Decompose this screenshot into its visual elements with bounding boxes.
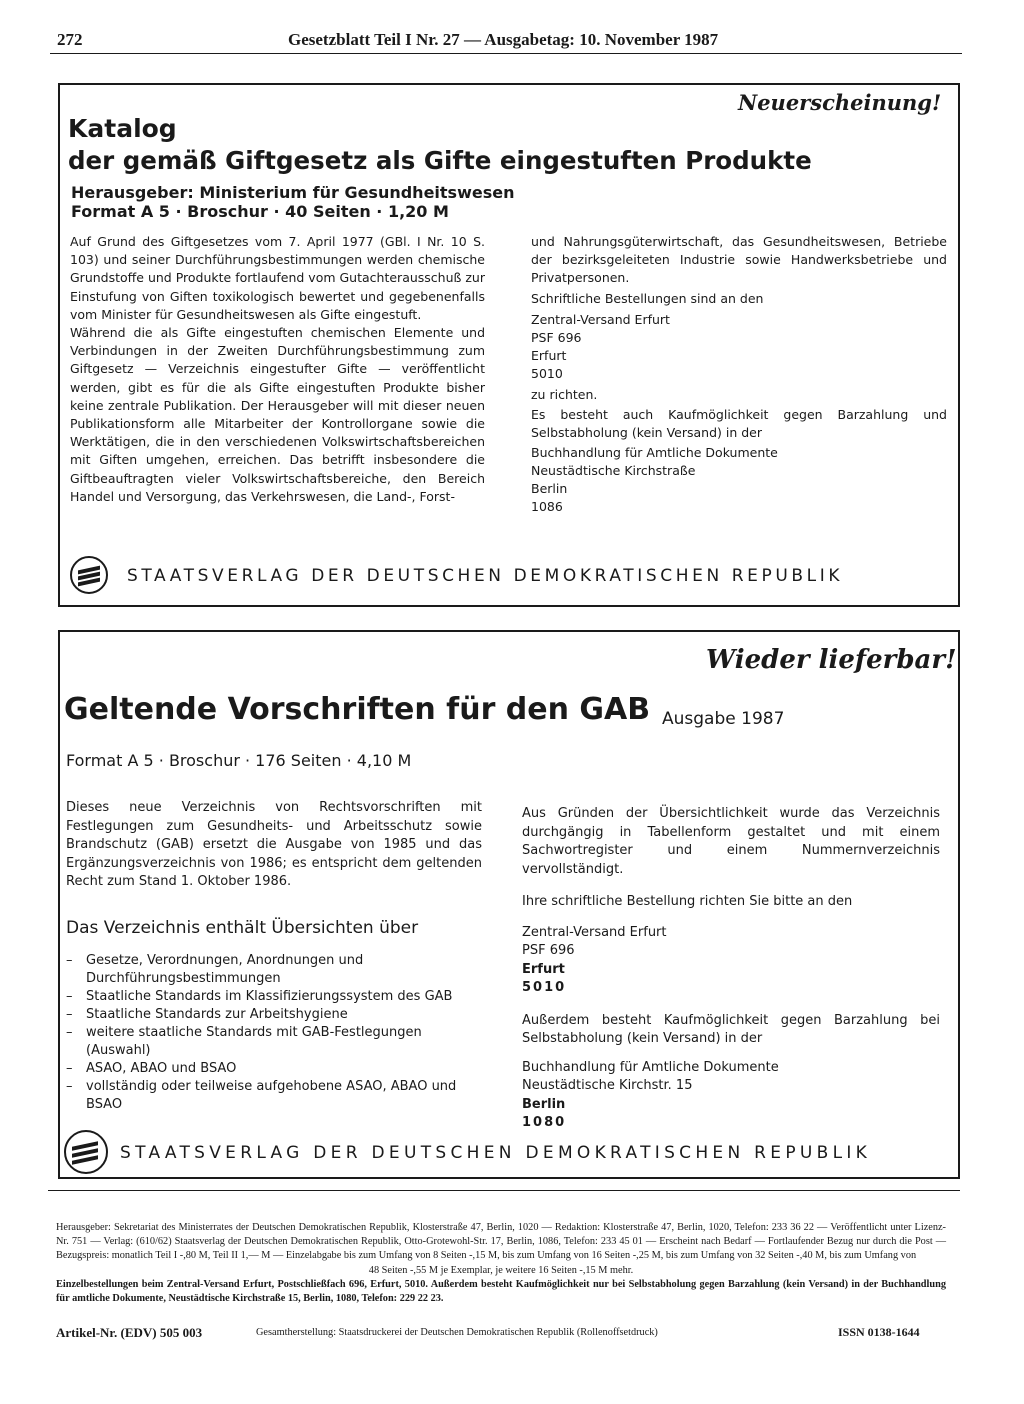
imprint-text: Herausgeber: Sekretariat des Ministerrates der Deutschen Demokratischen Republik, Klosterstraße 47, Berlin, 1020 — Redaktion: Klosterstraße 47, Berlin, 1020, Telefon: 233 36 22 — Veröffentlicht unter Lizenz-Nr. 751 — Verlag: (610/62) Staatsverlag der Deutschen Demokratischen Republik, Otto-Grotewohl-Str. 17, Berlin, 1086, Telefon: 233 45 01 — Erscheint nach Bedarf — Fortlaufender Bezug nur durch die Post — Bezugspreis: monatlich Teil I -,80 M, Teil II 1,— M — Einzelabgabe bis zum Umfang von 8 Seiten -,15 M, bis zum Umfang von 16 Seiten -,25 M, bis zum Umfang von 32 Seiten -,40 M, bis zum Umfang von xyxy=(56,1222,946,1262)
publisher-footer: STAATSVERLAG DER DEUTSCHEN DEMOKRATISCHEN REPUBLIK xyxy=(120,1143,872,1163)
gab-list-heading: Das Verzeichnis enthält Übersichten über xyxy=(66,917,419,938)
gab-purchase-paragraph: Außerdem besteht Kaufmöglichkeit gegen Barzahlung bei Selbstabholung (kein Versand) in der xyxy=(522,1012,940,1046)
katalog-intro-paragraph: Auf Grund des Giftgesetzes vom 7. April 1977 (GBl. I Nr. 10 S. 103) und seiner Durchführungsbestimmungen werden chemische Grundstoffe und Produkte fortlaufend vom Gutachterausschuß zur Einstufung von Giften toxikologisch bewertet und gegebenenfalls vom Minister für Gesundheitswesen als Gifte eingestuft. xyxy=(70,234,485,322)
imprint-orders: Einzelbestellungen beim Zentral-Versand Erfurt, Postschließfach 696, Erfurt, 5010. Außerdem besteht Kaufmöglichkeit nur bei Selbstabholung gegen Barzahlung (kein Versand) in der Buchhandlung für amtliche Dokumente, Neustädtische Kirchstraße 15, Berlin, 1080, Telefon: 229 22 23. xyxy=(56,1278,946,1305)
gab-left-column xyxy=(66,799,482,1114)
gab-shop-line: Neustädtische Kirchstr. 15 xyxy=(522,1078,693,1093)
katalog-format: Format A 5 · Broschur · 40 Seiten · 1,20 M xyxy=(71,202,449,221)
list-item: – vollständig oder teilweise aufgehobene ASAO, ABAO und BSAO xyxy=(66,1078,482,1114)
imprint-block xyxy=(56,1221,946,1306)
article-number: Artikel-Nr. (EDV) 505 003 xyxy=(56,1325,203,1340)
gab-format: Format A 5 · Broschur · 176 Seiten · 4,10 M xyxy=(66,751,412,770)
gab-contents-list xyxy=(66,952,482,1114)
gab-shop-line: Berlin xyxy=(522,1096,566,1112)
gazette-header-title: Gesetzblatt Teil I Nr. 27 — Ausgabetag: 10. November 1987 xyxy=(288,30,719,49)
list-item: – ASAO, ABAO und BSAO xyxy=(66,1060,482,1078)
katalog-detail-paragraph: Während die als Gifte eingestuften chemischen Elemente und Verbindungen in der Zweiten Durchführungsbestimmung zum Giftgesetz — Verzeichnis eingestufter Gifte — veröffentlicht werden, gibt es für die als Gifte eingestuften Produkte bisher keine zentrale Publikation. Der Herausgeber will mit dieser neuen Publikationsform alle Mitarbeiter der Kontrollorgane sowie die Werktätigen, die in den verschiedenen Volkswirtschaftsbereichen mit Giften umgehen, erreichen. Das betrifft insbesondere die Giftbeauftragten vieler Volkswirtschaftsbereiche, den Bereich Handel und Versorgung, das Verkehrswesen, die Land-, Forst- xyxy=(70,325,485,504)
katalog-to-text: zu richten. xyxy=(531,386,598,402)
katalog-shop-line: Berlin xyxy=(531,481,568,497)
katalog-title-line2: der gemäß Giftgesetz als Gifte eingestuften Produkte xyxy=(68,146,812,175)
katalog-right-column xyxy=(531,233,947,516)
katalog-continuation-paragraph: und Nahrungsgüterwirtschaft, das Gesundheitswesen, Betriebe der bezirksgeleiteten Industrie sowie Handwerksbetriebe und Privatpersonen. xyxy=(531,234,947,286)
staatsverlag-logo-icon xyxy=(70,556,108,594)
badge-wieder-lieferbar: Wieder lieferbar! xyxy=(706,645,957,675)
katalog-shop-line: Neustädtische Kirchstraße xyxy=(531,463,696,479)
header-rule xyxy=(50,53,962,54)
gab-intro-paragraph: Dieses neue Verzeichnis von Rechtsvorschriften mit Festlegungen zum Gesundheits- und Arbeitsschutz sowie Brandschutz (GAB) ersetzt die Ausgabe von 1985 und das Ergänzungsverzeichnis von 1986; es entspricht dem geltenden Recht zum Stand 1. Oktober 1986. xyxy=(66,800,482,889)
katalog-publisher: Herausgeber: Ministerium für Gesundheitswesen xyxy=(71,183,515,202)
list-item: – Staatliche Standards im Klassifizierungssystem des GAB xyxy=(66,988,482,1006)
gab-address-line: PSF 696 xyxy=(522,943,575,958)
gab-structure-paragraph: Aus Gründen der Übersichtlichkeit wurde das Verzeichnis durchgängig in Tabellenform gestaltet und mit einem Sachwortregister und einem Nummernverzeichnis vervollständigt. xyxy=(522,806,940,877)
gab-edition: Ausgabe 1987 xyxy=(662,709,785,729)
katalog-shop-line: Buchhandlung für Amtliche Dokumente xyxy=(531,445,778,461)
page-number: 272 xyxy=(57,30,83,49)
gab-right-column xyxy=(522,805,940,1133)
publisher-footer: STAATSVERLAG DER DEUTSCHEN DEMOKRATISCHEN REPUBLIK xyxy=(127,566,844,586)
gab-address-line: Zentral-Versand Erfurt xyxy=(522,924,667,940)
printer-credit: Gesamtherstellung: Staatsdruckerei der Deutschen Demokratischen Republik (Rollenoffsetdruck) xyxy=(256,1327,658,1338)
gab-address-line: 5010 xyxy=(522,980,567,995)
list-item: – Staatliche Standards zur Arbeitshygiene xyxy=(66,1006,482,1024)
katalog-left-column xyxy=(70,233,485,506)
katalog-orders-text: Schriftliche Bestellungen sind an den xyxy=(531,290,764,306)
gab-shop-line: Buchhandlung für Amtliche Dokumente xyxy=(522,1059,779,1075)
katalog-purchase-paragraph: Es besteht auch Kaufmöglichkeit gegen Barzahlung und Selbstabholung (kein Versand) in der xyxy=(531,406,947,440)
gab-address-line: Erfurt xyxy=(522,961,565,977)
list-item: – weitere staatliche Standards mit GAB-Festlegungen (Auswahl) xyxy=(66,1024,482,1060)
gab-orders-text: Ihre schriftliche Bestellung richten Sie bitte an den xyxy=(522,894,853,909)
gab-title: Geltende Vorschriften für den GAB xyxy=(64,692,651,727)
list-item: – Gesetze, Verordnungen, Anordnungen und Durchführungsbestimmungen xyxy=(66,952,482,988)
katalog-shop-line: 1086 xyxy=(531,499,563,515)
gab-shop-line: 1080 xyxy=(522,1115,567,1130)
katalog-address-line: PSF 696 xyxy=(531,329,582,345)
issn: ISSN 0138-1644 xyxy=(838,1325,920,1339)
imprint-rule xyxy=(48,1190,960,1191)
katalog-address-line: Zentral-Versand Erfurt xyxy=(531,311,670,327)
imprint-price-line: 48 Seiten -,55 M je Exemplar, je weitere 16 Seiten -,15 M mehr. xyxy=(368,1264,634,1276)
badge-neuerscheinung: Neuerscheinung! xyxy=(738,90,942,115)
katalog-address-line: Erfurt xyxy=(531,347,567,363)
katalog-address-line: 5010 xyxy=(531,365,563,381)
katalog-title-line1: Katalog xyxy=(68,114,177,143)
staatsverlag-logo-icon xyxy=(64,1130,108,1174)
